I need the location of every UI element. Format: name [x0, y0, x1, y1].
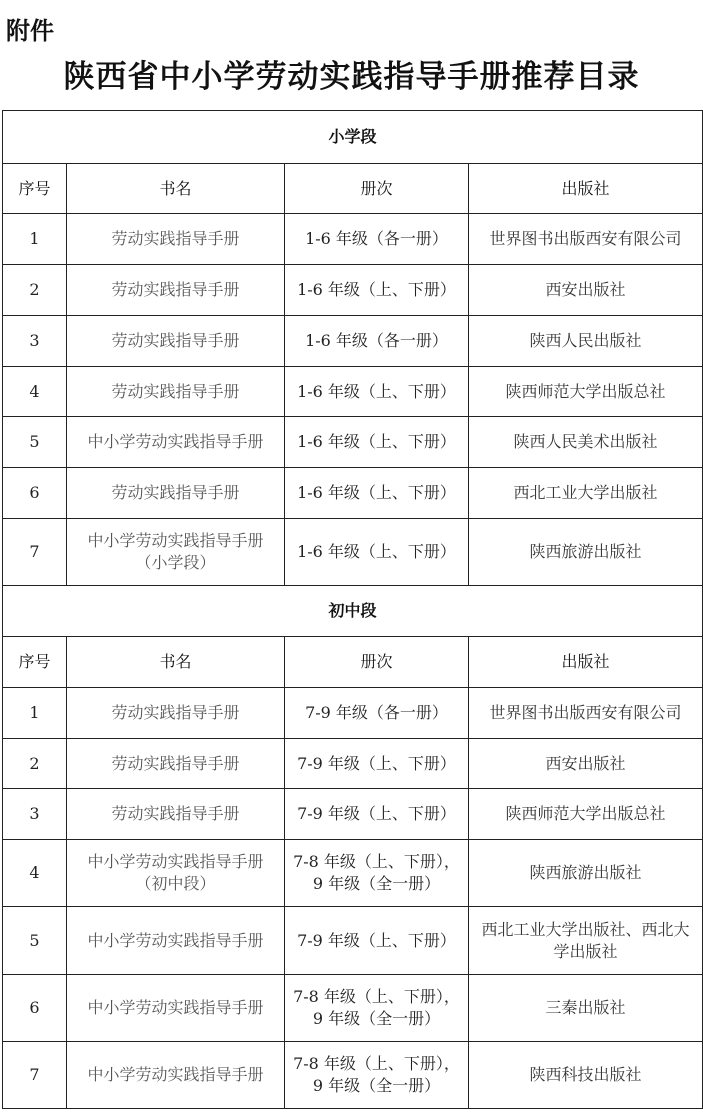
table-row [3, 907, 703, 975]
section-primary-title: 小学段 [3, 111, 703, 164]
attachment-label: 附件 [6, 17, 54, 45]
table-row [3, 265, 703, 316]
row-seq: 3 [3, 789, 67, 840]
row-publisher: 陕西人民出版社 [469, 316, 703, 367]
section-junior-title: 初中段 [3, 586, 703, 637]
row-volume: 7-9 年级（上、下册） [285, 907, 469, 975]
table-row [3, 214, 703, 265]
column-header-seq: 序号 [3, 164, 67, 214]
row-publisher: 陕西旅游出版社 [469, 519, 703, 586]
row-publisher: 陕西师范大学出版总社 [469, 367, 703, 417]
row-seq: 4 [3, 367, 67, 417]
catalog-body [3, 111, 703, 1109]
row-book-title: 劳动实践指导手册 [67, 316, 285, 367]
section-primary-header-row [3, 111, 703, 164]
row-book-title: 劳动实践指导手册 [67, 214, 285, 265]
row-publisher: 西安出版社 [469, 739, 703, 789]
table-row [3, 840, 703, 907]
column-header-volume: 册次 [285, 164, 469, 214]
row-volume: 7-9 年级（上、下册） [285, 789, 469, 840]
row-volume: 7-8 年级（上、下册），9 年级（全一册） [285, 840, 469, 907]
row-seq: 6 [3, 468, 67, 519]
table-row [3, 367, 703, 417]
table-row [3, 739, 703, 789]
row-seq: 3 [3, 316, 67, 367]
column-header-publisher: 出版社 [469, 164, 703, 214]
row-seq: 2 [3, 739, 67, 789]
column-header-row [3, 164, 703, 214]
row-publisher: 世界图书出版西安有限公司 [469, 688, 703, 739]
column-header-row [3, 637, 703, 688]
row-volume: 1-6 年级（上、下册） [285, 519, 469, 586]
row-publisher: 陕西科技出版社 [469, 1042, 703, 1109]
row-book-title: 劳动实践指导手册 [67, 739, 285, 789]
row-seq: 4 [3, 840, 67, 907]
row-book-title: 中小学劳动实践指导手册 [67, 417, 285, 468]
row-volume: 1-6 年级（上、下册） [285, 417, 469, 468]
row-volume: 1-6 年级（上、下册） [285, 265, 469, 316]
row-volume: 7-8 年级（上、下册），9 年级（全一册） [285, 975, 469, 1042]
row-book-title: 劳动实践指导手册 [67, 789, 285, 840]
row-volume: 1-6 年级（上、下册） [285, 367, 469, 417]
table-row [3, 789, 703, 840]
row-book-title: 劳动实践指导手册 [67, 688, 285, 739]
table-row [3, 1042, 703, 1109]
table-row [3, 417, 703, 468]
row-volume: 1-6 年级（各一册） [285, 214, 469, 265]
column-header-volume: 册次 [285, 637, 469, 688]
row-seq: 1 [3, 214, 67, 265]
row-volume: 1-6 年级（上、下册） [285, 468, 469, 519]
table-row [3, 316, 703, 367]
column-header-book: 书名 [67, 164, 285, 214]
row-volume: 7-9 年级（上、下册） [285, 739, 469, 789]
row-seq: 7 [3, 1042, 67, 1109]
column-header-publisher: 出版社 [469, 637, 703, 688]
table-row [3, 688, 703, 739]
row-volume: 1-6 年级（各一册） [285, 316, 469, 367]
row-book-title: 劳动实践指导手册 [67, 265, 285, 316]
row-book-title: 中小学劳动实践指导手册 [67, 907, 285, 975]
row-publisher: 西北工业大学出版社 [469, 468, 703, 519]
column-header-book: 书名 [67, 637, 285, 688]
catalog-table [2, 110, 703, 1109]
row-book-title: 中小学劳动实践指导手册（小学段） [67, 519, 285, 586]
row-volume: 7-9 年级（各一册） [285, 688, 469, 739]
row-publisher: 陕西旅游出版社 [469, 840, 703, 907]
row-publisher: 西北工业大学出版社、西北大学出版社 [469, 907, 703, 975]
document-title: 陕西省中小学劳动实践指导手册推荐目录 [63, 59, 640, 95]
row-seq: 7 [3, 519, 67, 586]
table-row [3, 519, 703, 586]
row-publisher: 陕西人民美术出版社 [469, 417, 703, 468]
column-header-seq: 序号 [3, 637, 67, 688]
row-volume: 7-8 年级（上、下册），9 年级（全一册） [285, 1042, 469, 1109]
section-junior-header-row [3, 586, 703, 637]
table-row [3, 468, 703, 519]
row-seq: 1 [3, 688, 67, 739]
row-seq: 5 [3, 907, 67, 975]
row-book-title: 中小学劳动实践指导手册 [67, 1042, 285, 1109]
row-seq: 2 [3, 265, 67, 316]
row-seq: 5 [3, 417, 67, 468]
table-row [3, 975, 703, 1042]
row-seq: 6 [3, 975, 67, 1042]
row-publisher: 世界图书出版西安有限公司 [469, 214, 703, 265]
row-book-title: 劳动实践指导手册 [67, 367, 285, 417]
row-publisher: 陕西师范大学出版总社 [469, 789, 703, 840]
row-book-title: 劳动实践指导手册 [67, 468, 285, 519]
row-book-title: 中小学劳动实践指导手册（初中段） [67, 840, 285, 907]
row-book-title: 中小学劳动实践指导手册 [67, 975, 285, 1042]
row-publisher: 三秦出版社 [469, 975, 703, 1042]
row-publisher: 西安出版社 [469, 265, 703, 316]
